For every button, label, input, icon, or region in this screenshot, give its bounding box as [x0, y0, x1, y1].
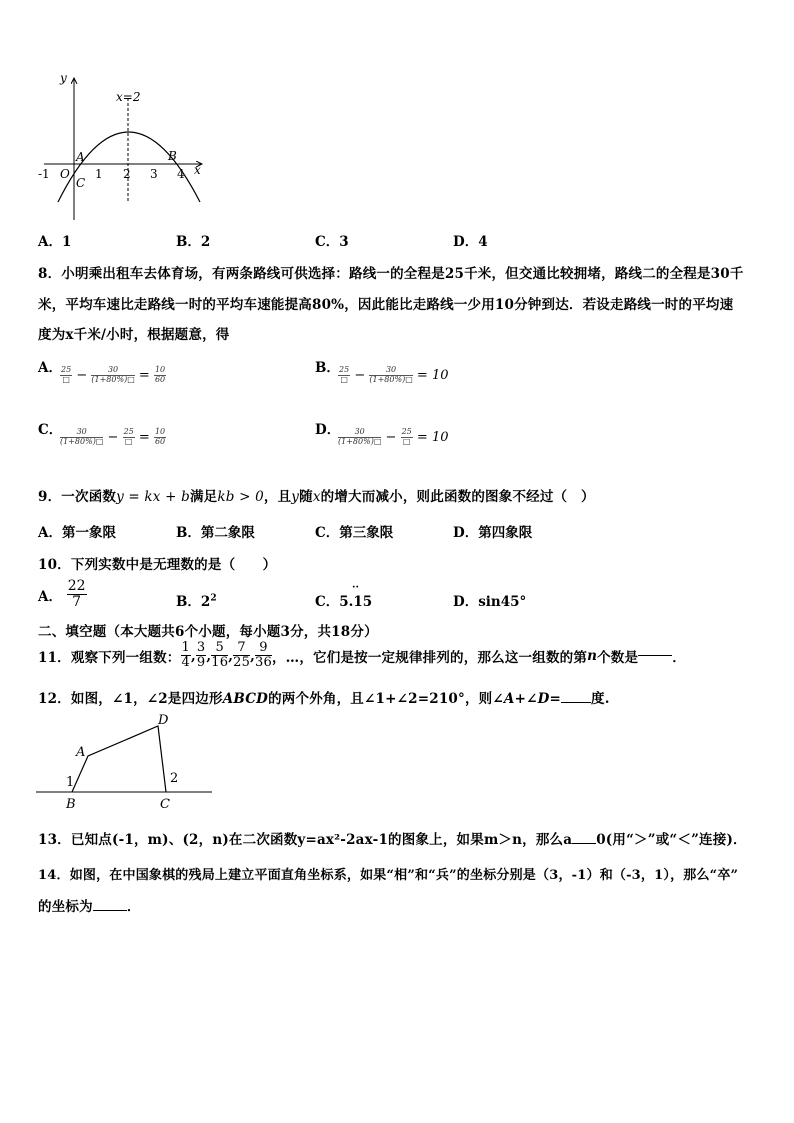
answer-blank[interactable] — [638, 655, 672, 656]
q7-option-b[interactable]: B．2 — [176, 234, 211, 250]
eq: = — [416, 367, 428, 383]
origin-label: O — [60, 167, 70, 181]
q11-prefix: 11．观察下列一组数： — [38, 649, 181, 666]
q10-b-text: B．2 — [176, 594, 211, 610]
q11-suffix: ，…，它们是按一定规律排列的，那么这一组数的第 — [271, 649, 588, 666]
q7-option-d[interactable]: D．4 — [453, 234, 488, 250]
q9-mid1: 满足 — [189, 489, 218, 505]
q10-option-d[interactable]: D．sin45° — [453, 594, 527, 610]
num: 30 — [91, 366, 134, 376]
num: 25 — [61, 365, 72, 374]
q9-mid2: ，且 — [263, 489, 292, 505]
q8-option-d-letter[interactable]: D． — [315, 422, 341, 438]
q10-option-c[interactable] — [315, 582, 373, 610]
num: 25 — [339, 365, 350, 374]
q8-line3: 度为x千米/小时，根据题意，得 — [38, 327, 230, 343]
den: □ — [402, 436, 411, 446]
den: (1+80%)□ — [338, 436, 382, 446]
num: 10 — [154, 427, 166, 436]
angle-2-label: 2 — [170, 771, 179, 786]
den: 36 — [255, 655, 272, 671]
num: 30 — [369, 366, 412, 376]
vertex-d-label: D — [158, 713, 169, 728]
q12-plus: +∠ — [514, 691, 538, 707]
q9-option-b[interactable]: B．第二象限 — [176, 525, 255, 541]
q8-option-c-letter[interactable]: C． — [38, 422, 63, 438]
parabola-graph — [30, 68, 210, 228]
num: 25 — [123, 427, 134, 436]
q9-option-d[interactable]: D．第四象限 — [453, 525, 533, 541]
num: 30 — [338, 428, 381, 438]
q10-a-letter: A． — [38, 588, 62, 605]
eq: = — [416, 429, 428, 445]
q12-eq: = — [549, 691, 562, 707]
angle-1-label: 1 — [66, 775, 75, 790]
minus: − — [107, 429, 119, 445]
den: (1+80%)□ — [369, 374, 413, 384]
num: 25 — [401, 427, 412, 436]
vertex-a-label: A — [76, 745, 86, 760]
rhs: 10 — [431, 367, 449, 383]
den: 9 — [196, 655, 206, 671]
q10-b-sup: 2 — [210, 593, 217, 604]
num: 7 — [233, 641, 250, 656]
vertex-b-label: B — [66, 797, 76, 812]
den: 16 — [211, 655, 229, 671]
num: 3 — [196, 640, 206, 655]
q14-end: ． — [126, 899, 141, 915]
q10-option-a[interactable] — [38, 579, 87, 611]
q13-stem — [38, 828, 747, 848]
q14-text: 的坐标为 — [38, 899, 93, 915]
q12-end: 度. — [591, 691, 610, 707]
repeating-dots: ·· — [352, 582, 359, 593]
num: 30 — [60, 428, 103, 438]
vertex-c-label: C — [160, 797, 170, 812]
answer-blank[interactable] — [572, 843, 596, 844]
q9-suffix: 的增大而减小，则此函数的图象不经过（ ） — [320, 489, 595, 505]
num: 1 — [181, 640, 190, 655]
q9-option-a[interactable]: A．第一象限 — [38, 525, 116, 541]
q9-cond: kb > 0 — [217, 489, 264, 505]
tick-label: -1 — [38, 167, 50, 181]
num: 9 — [255, 641, 272, 656]
symmetry-axis-label: x=2 — [116, 90, 141, 104]
q9-mid3: 随 — [299, 489, 313, 505]
q12-abcd: ABCD — [222, 691, 269, 707]
q11-stem: 11．观察下列一组数： $\frac{1}{4}$ , $\frac{3}{9}$ , $\frac{5}{16}$ , $\frac{7}{25}$ , $\frac{9}{36}$ ，…，它们是按一定规律排列的，那么这一组数的第n个数是 ． — [38, 640, 686, 671]
q12-d: D — [537, 691, 550, 707]
quadrilateral-abcd — [72, 726, 166, 792]
q13-end: 0(用“＞”或“＜”连接)． — [596, 832, 747, 848]
q12-text2: 的两个外角，且∠1+∠2=210°，则∠ — [268, 691, 504, 707]
q14-line2 — [38, 895, 141, 915]
den: □ — [124, 436, 133, 446]
q8-line1: 8．小明乘出租车去体育场，有两条路线可供选择：路线一的全程是25千米，但交通比较拥堵，路线二的全程是30千 — [38, 266, 744, 282]
tick-label: 1 — [95, 167, 103, 181]
den: 7 — [72, 594, 82, 611]
q14-line1: 14．如图，在中国象棋的残局上建立平面直角坐标系，如果“相”和“兵”的坐标分别是（3，-1）和（-3，1），那么“卒” — [38, 868, 739, 883]
num: 10 — [154, 365, 166, 374]
den: 60 — [154, 374, 166, 384]
point-a-label: A — [76, 150, 85, 164]
q12-stem — [38, 687, 610, 707]
quadrilateral-figure — [30, 710, 220, 812]
den: □ — [340, 374, 348, 384]
q13-text: 13．已知点(-1，m)、(2，n)在二次函数y=ax²-2ax-1的图象上，如果m＞n，那么a — [38, 832, 573, 848]
den: 25 — [233, 655, 251, 671]
q8-option-b-formula — [338, 366, 448, 385]
q11-n: n — [587, 647, 598, 664]
q9-option-c[interactable]: C．第三象限 — [315, 525, 394, 541]
q9-prefix: 9．一次函数 — [38, 489, 117, 505]
answer-blank[interactable] — [93, 910, 127, 911]
q7-option-c[interactable]: C．3 — [315, 234, 349, 250]
q8-option-b-letter[interactable]: B． — [315, 360, 340, 376]
q8-option-c-formula — [60, 428, 166, 447]
rhs: 10 — [431, 429, 449, 445]
q9-stem — [38, 485, 595, 505]
q9-formula: y = kx + b — [116, 489, 190, 505]
x-axis-label: x — [194, 163, 201, 177]
eq: = — [138, 429, 150, 445]
minus: − — [354, 367, 366, 383]
q10-option-b[interactable] — [176, 590, 217, 610]
q9-x: x — [312, 489, 321, 505]
q10-c-text: C．5.15 — [315, 594, 373, 610]
q9-y: y — [291, 489, 300, 505]
num: 5 — [211, 641, 228, 656]
tick-label: 3 — [150, 167, 158, 181]
q11-end: ． — [672, 649, 686, 666]
point-b-label: B — [168, 149, 177, 163]
section-2-heading: 二、填空题（本大题共6个小题，每小题3分，共18分） — [38, 624, 378, 640]
eq: = — [138, 367, 150, 383]
q8-line2: 米，平均车速比走路线一时的平均车速能提高80%，因此能比走路线一少用10分钟到达．若设走路线一时的平均速 — [38, 297, 734, 313]
point-c-label: C — [76, 176, 86, 190]
q12-a: A — [503, 691, 515, 707]
den: (1+80%)□ — [91, 374, 135, 384]
q11-suffix2: 个数是 — [597, 649, 639, 666]
den: 60 — [154, 436, 166, 446]
y-axis-label: y — [60, 71, 67, 85]
minus: − — [76, 367, 88, 383]
tick-label: 4 — [177, 167, 185, 181]
den: 4 — [181, 655, 190, 671]
answer-blank[interactable] — [561, 702, 591, 703]
q10-stem: 10．下列实数中是无理数的是（ ） — [38, 557, 277, 573]
minus: − — [385, 429, 397, 445]
q8-option-a-formula — [60, 366, 166, 385]
q7-option-a[interactable]: A．1 — [38, 234, 72, 250]
den: □ — [62, 374, 70, 384]
q8-option-d-formula — [338, 428, 448, 447]
tick-label: 2 — [123, 167, 131, 181]
q12-text: 12．如图，∠1，∠2是四边形 — [38, 691, 223, 707]
num: 22 — [67, 578, 86, 594]
den: (1+80%)□ — [60, 436, 104, 446]
q8-option-a-letter[interactable]: A． — [38, 360, 62, 376]
